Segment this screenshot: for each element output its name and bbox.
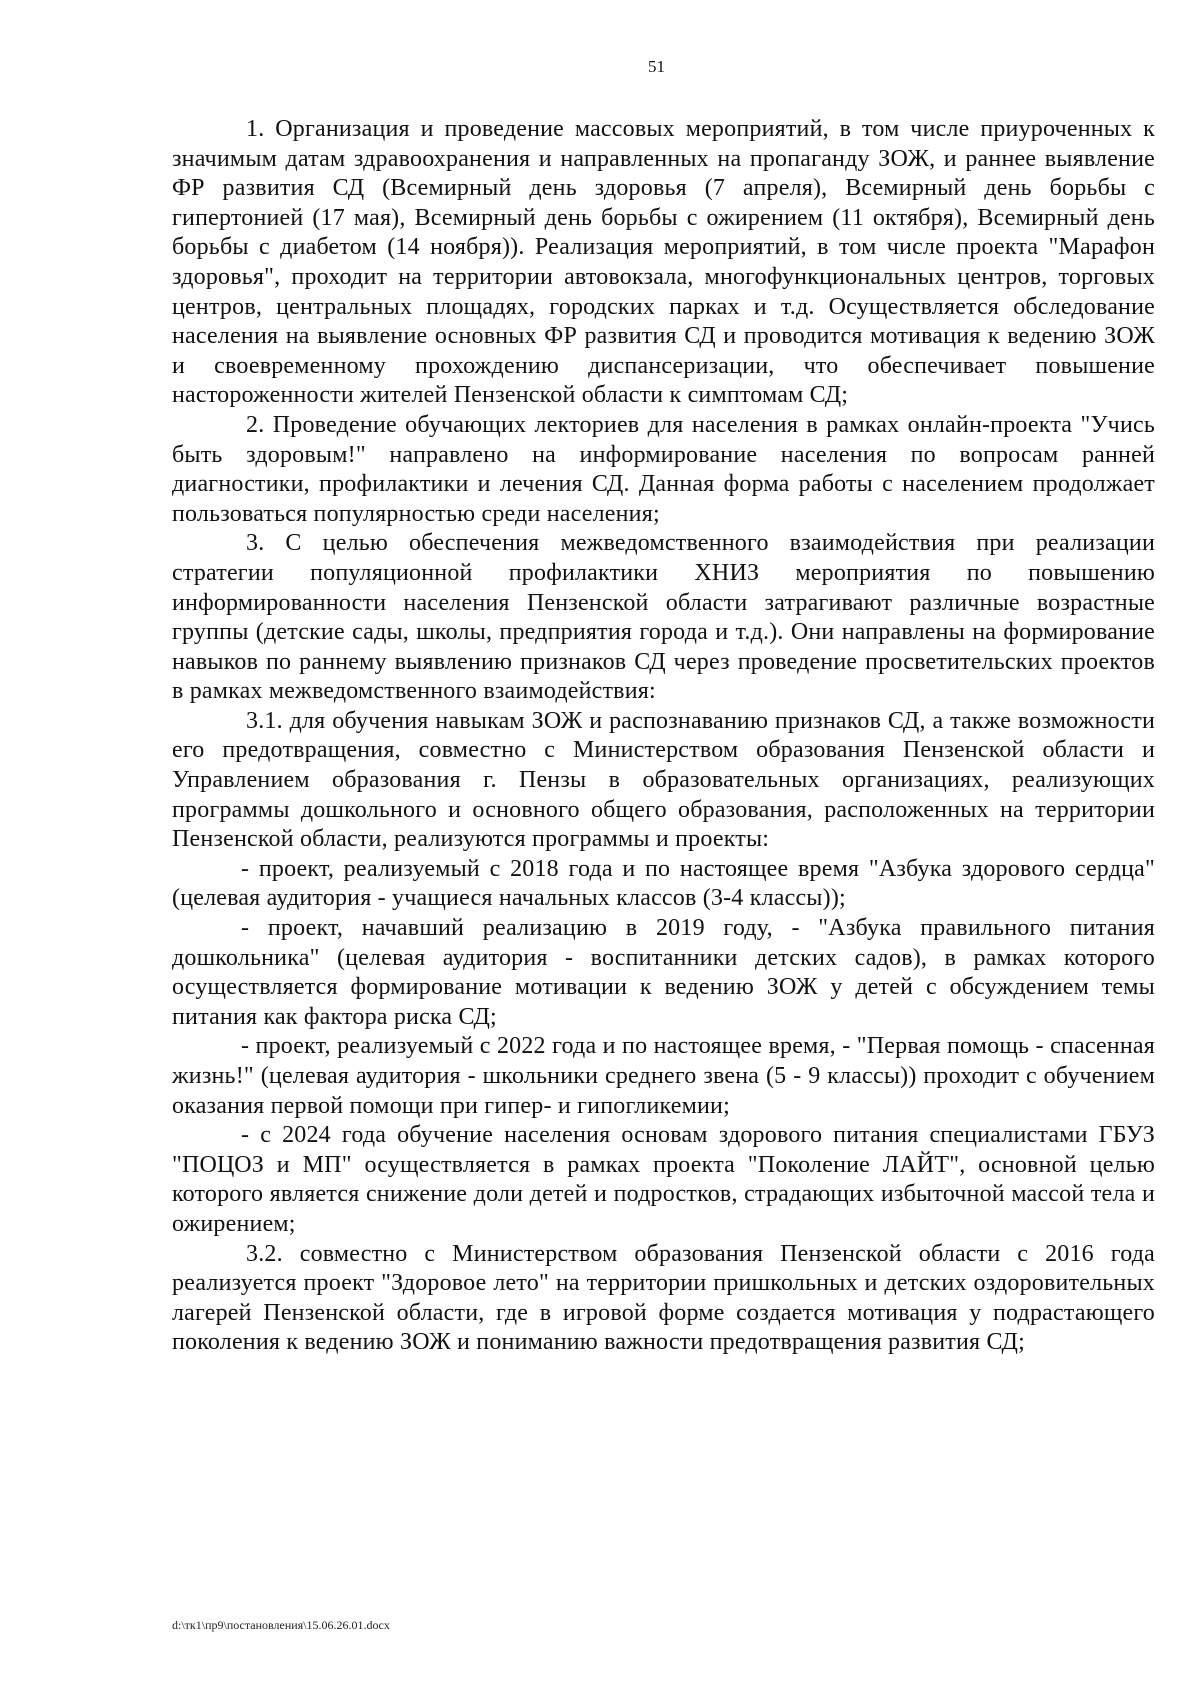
list-item-generation-light: - с 2024 года обучение населения основам здорового питания специалистами ГБУЗ "ПОЦОЗ и МП" осуществляется в рамках проекта "Поколение ЛАЙТ", основной целью которого является снижение доли детей и подростков, страдающих избыточной массой тела и ожирением; — [172, 1122, 1155, 1237]
paragraph-1-mass-events: 1. Организация и проведение массовых мероприятий, в том числе приуроченных к значимым датам здравоохранения и направленных на пропаганду ЗОЖ, и раннее выявление ФР развития СД (Всемирный день здоровья (7 апреля), Всемирный день борьбы с гипертонией (17 мая), Всемирный день борьбы с ожирением (11 октября), Всемирный день борьбы с диабетом (14 ноября)). Реализация мероприятий, в том числе проекта "Марафон здоровья", проходит на территории автовокзала, многофункциональных центров, торговых центров, центральных площадях, городских парках и т.д. Осуществляется обследование населения на выявление основных ФР развития СД и проводится мотивация к ведению ЗОЖ и своевременному прохождению диспансеризации, что обеспечивает повышение настороженности жителей Пензенской области к симптомам СД; — [172, 116, 1155, 409]
paragraph-2-lectures: 2. Проведение обучающих лекториев для населения в рамках онлайн-проекта "Учись быть здоровым!" направлено на информирование населения по вопросам ранней диагностики, профилактики и лечения СД. Данная форма работы с населением продолжает пользоваться популярностью среди населения; — [172, 411, 1155, 527]
paragraph-3-1-education: 3.1. для обучения навыкам ЗОЖ и распознаванию признаков СД, а также возможности его предотвращения, совместно с Министерством образования Пензенской области и Управлением образования г. Пензы в образовательных организациях, реализующих программы дошкольного и основного общего образования, расположенных на территории Пензенской области, реализуются программы и проекты: — [172, 707, 1155, 853]
document-body — [172, 115, 1155, 1358]
footer-file-path: d:\тк1\пр9\постановления\15.06.26.01.docx — [172, 1618, 390, 1632]
list-item-preschool-nutrition: - проект, начавший реализацию в 2019 году, - "Азбука правильного питания дошкольника" (целевая аудитория - воспитанники детских садов), в рамках которого осуществляется формирование мотивации к ведению ЗОЖ у детей с обсуждением темы питания как фактора риска СД; — [172, 915, 1155, 1030]
page-number: 51 — [648, 57, 665, 76]
paragraph-3-interagency: 3. С целью обеспечения межведомственного взаимодействия при реализации стратегии популяционной профилактики ХНИЗ мероприятия по повышению информированности населения Пензенской области затрагивают различные возрастные группы (детские сады, школы, предприятия города и т.д.). Они направлены на формирование навыков по раннему выявлению признаков СД через проведение просветительских проектов в рамках межведомственного взаимодействия: — [172, 530, 1155, 705]
list-item-first-aid: - проект, реализуемый с 2022 года и по настоящее время, - "Первая помощь - спасенная жизнь!" (целевая аудитория - школьники среднего звена (5 - 9 классы)) проходит с обучением оказания первой помощи при гипер- и гипогликемии; — [172, 1033, 1155, 1119]
paragraph-3-2-healthy-summer: 3.2. совместно с Министерством образования Пензенской области с 2016 года реализуется проект "Здоровое лето" на территории пришкольных и детских оздоровительных лагерей Пензенской области, где в игровой форме создается мотивация у подрастающего поколения к ведению ЗОЖ и пониманию важности предотвращения развития СД; — [172, 1240, 1155, 1356]
list-item-healthy-heart: - проект, реализуемый с 2018 года и по настоящее время "Азбука здорового сердца" (целевая аудитория - учащиеся начальных классов (3-4 классы)); — [172, 855, 1155, 912]
